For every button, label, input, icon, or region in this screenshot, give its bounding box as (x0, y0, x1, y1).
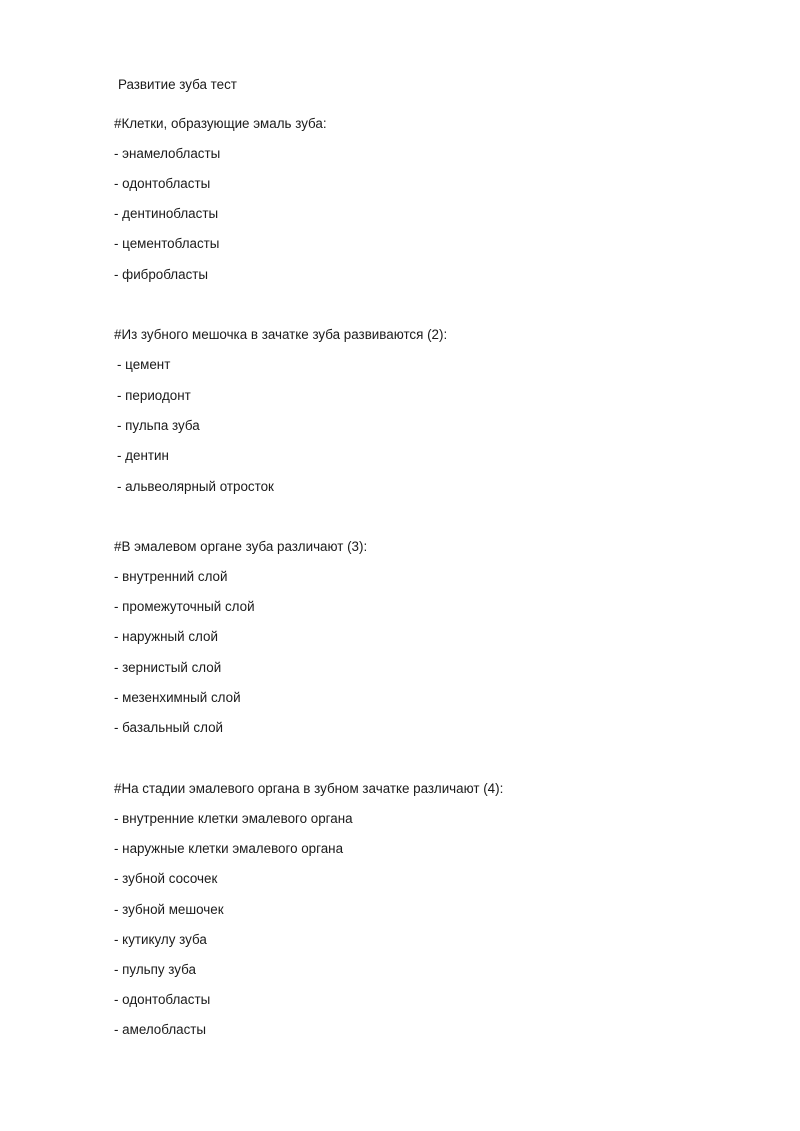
question-2: #Из зубного мешочка в зачатке зуба развиваются (2): (114, 327, 448, 342)
question-1-option-5: - фибробласты (114, 267, 209, 282)
question-4-option-4: - зубной мешочек (114, 902, 224, 917)
question-3-option-5: - мезенхимный слой (114, 690, 241, 705)
document-title: Развитие зуба тест (118, 77, 237, 92)
question-2-option-2: - периодонт (117, 388, 191, 403)
question-4-option-1: - внутренние клетки эмалевого органа (114, 811, 353, 826)
question-4-option-8: - амелобласты (114, 1022, 207, 1037)
question-4: #На стадии эмалевого органа в зубном зачатке различают (4): (114, 781, 504, 796)
question-3: #В эмалевом органе зуба различают (3): (114, 539, 368, 554)
question-3-option-2: - промежуточный слой (114, 599, 255, 614)
question-2-option-4: - дентин (117, 448, 169, 463)
question-3-option-6: - базальный слой (114, 720, 224, 735)
question-3-option-3: - наружный слой (114, 629, 218, 644)
question-4-option-5: - кутикулу зуба (114, 932, 207, 947)
question-1-option-3: - дентинобласты (114, 206, 219, 221)
question-2-option-5: - альвеолярный отросток (117, 479, 274, 494)
question-4-option-7: - одонтобласты (114, 992, 211, 1007)
question-4-option-6: - пульпу зуба (114, 962, 196, 977)
question-1: #Клетки, образующие эмаль зуба: (114, 116, 327, 131)
question-4-option-3: - зубной сосочек (114, 871, 218, 886)
question-4-option-2: - наружные клетки эмалевого органа (114, 841, 344, 856)
question-1-option-2: - одонтобласты (114, 176, 211, 191)
question-1-option-4: - цементобласты (114, 236, 220, 251)
question-3-option-1: - внутренний слой (114, 569, 228, 584)
question-2-option-3: - пульпа зуба (117, 418, 200, 433)
question-2-option-1: - цемент (117, 357, 171, 372)
question-1-option-1: - энамелобласты (114, 146, 221, 161)
question-3-option-4: - зернистый слой (114, 660, 222, 675)
